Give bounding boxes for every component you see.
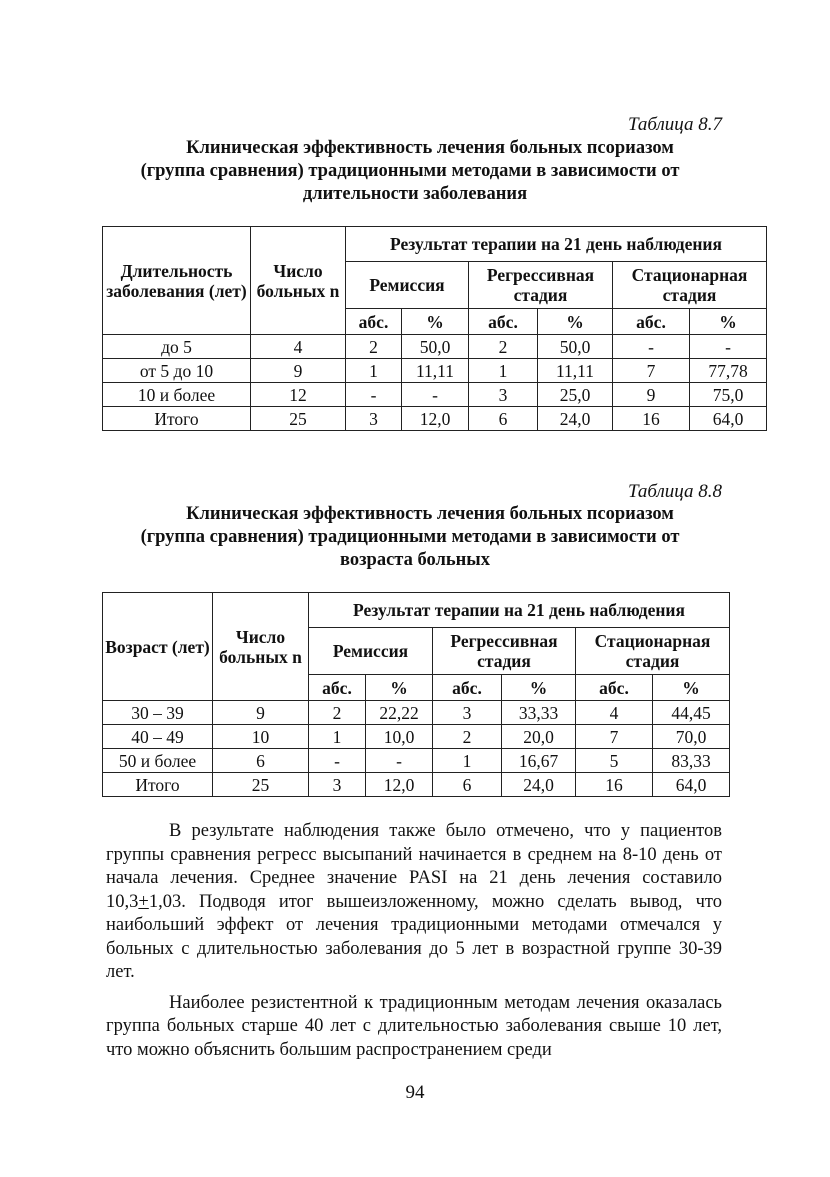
table-cell: 3 xyxy=(469,383,538,407)
table-cell: - xyxy=(402,383,469,407)
header-abs: абс. xyxy=(346,309,402,335)
header-abs: абс. xyxy=(433,675,502,701)
table-cell: 10 xyxy=(213,725,309,749)
header-pct: % xyxy=(538,309,613,335)
table-cell: - xyxy=(613,335,690,359)
table-cell: 2 xyxy=(433,725,502,749)
table-row xyxy=(103,725,730,749)
table-cell: 1 xyxy=(469,359,538,383)
table-cell: 10,0 xyxy=(366,725,433,749)
header-abs: абс. xyxy=(613,309,690,335)
table-cell: 50,0 xyxy=(538,335,613,359)
header-pct: % xyxy=(653,675,730,701)
table-label: Таблица 8.8 xyxy=(628,481,722,502)
table-cell: 75,0 xyxy=(690,383,767,407)
table-cell: 6 xyxy=(433,773,502,797)
table-row xyxy=(103,383,767,407)
paragraph-text: 1,03. Подводя итог вышеизложенному, можно сделать вывод, что наибольший эффект от лечения традиционными методами отмечался у больных с длительностью заболевания до 5 лет в возрастной группе 30-39 лет. xyxy=(106,891,722,982)
header-result: Результат терапии на 21 день наблюдения xyxy=(309,593,730,628)
header-result: Результат терапии на 21 день наблюдения xyxy=(346,227,767,262)
table-cell: 83,33 xyxy=(653,749,730,773)
table-title xyxy=(100,137,760,206)
table-row xyxy=(103,749,730,773)
table-cell: от 5 до 10 xyxy=(103,359,251,383)
header-stationary: Стационарная стадия xyxy=(613,262,767,309)
table-cell: 7 xyxy=(576,725,653,749)
table-row xyxy=(103,335,767,359)
header-pct: % xyxy=(690,309,767,335)
table-cell: 7 xyxy=(613,359,690,383)
data-table xyxy=(102,226,767,431)
table-cell: 40 – 49 xyxy=(103,725,213,749)
table-cell: 2 xyxy=(309,701,366,725)
table-cell: 16,67 xyxy=(502,749,576,773)
table-cell: Итого xyxy=(103,407,251,431)
header-regress: Регрессивная стадия xyxy=(433,628,576,675)
table-cell: 3 xyxy=(346,407,402,431)
table-title xyxy=(100,503,760,572)
table-row xyxy=(103,359,767,383)
table-cell: 77,78 xyxy=(690,359,767,383)
table-cell: 9 xyxy=(613,383,690,407)
table-cell: до 5 xyxy=(103,335,251,359)
table-cell: 22,22 xyxy=(366,701,433,725)
table-title-line: возраста больных xyxy=(339,550,490,570)
table-cell: 24,0 xyxy=(502,773,576,797)
table-cell: - xyxy=(309,749,366,773)
table-label: Таблица 8.7 xyxy=(628,114,722,135)
table-cell: - xyxy=(346,383,402,407)
table-cell: 4 xyxy=(576,701,653,725)
header-abs: абс. xyxy=(469,309,538,335)
header-remission: Ремиссия xyxy=(346,262,469,309)
table-row xyxy=(103,701,730,725)
table-title-line: длительности заболевания xyxy=(302,184,528,204)
table-cell: 11,11 xyxy=(402,359,469,383)
table-cell: 16 xyxy=(576,773,653,797)
table-cell: 9 xyxy=(251,359,346,383)
table-cell: 25 xyxy=(251,407,346,431)
table-cell: 1 xyxy=(346,359,402,383)
table-cell: 12 xyxy=(251,383,346,407)
paragraph: Наиболее резистентной к традиционным методам лечения оказалась группа больных старше 40 лет с длительностью заболевания свыше 10 лет, что можно объяснить большим распространением среди xyxy=(106,992,722,1060)
table-cell: - xyxy=(366,749,433,773)
table-cell: 16 xyxy=(613,407,690,431)
table-cell: 4 xyxy=(251,335,346,359)
table-cell: 12,0 xyxy=(402,407,469,431)
table-title-line: (группа сравнения) традиционными методами в зависимости от xyxy=(140,161,680,181)
page-number: 94 xyxy=(405,1082,425,1103)
header-abs: абс. xyxy=(309,675,366,701)
table-cell: 33,33 xyxy=(502,701,576,725)
table-cell: 44,45 xyxy=(653,701,730,725)
table-cell: 64,0 xyxy=(690,407,767,431)
table-cell: 5 xyxy=(576,749,653,773)
table-row-total xyxy=(103,773,730,797)
table-cell: 2 xyxy=(469,335,538,359)
table-cell: 11,11 xyxy=(538,359,613,383)
table-cell: 3 xyxy=(309,773,366,797)
header-pct: % xyxy=(502,675,576,701)
header-duration: Длительность заболевания (лет) xyxy=(103,227,251,335)
table-cell: 6 xyxy=(469,407,538,431)
paragraph-text: В результате наблюдения также было отмечено, что у пациентов группы сравнения регресс высыпаний начинается в среднем на 8-10 день от начала лечения. Среднее значение PASI на 21 день лечения составило 10,3 xyxy=(106,821,722,912)
table-cell: 3 xyxy=(433,701,502,725)
table-cell: 10 и более xyxy=(103,383,251,407)
header-remission: Ремиссия xyxy=(309,628,433,675)
header-patient-count: Число больных n xyxy=(213,593,309,701)
table-cell: 20,0 xyxy=(502,725,576,749)
header-patient-count: Число больных n xyxy=(251,227,346,335)
table-cell: 2 xyxy=(346,335,402,359)
data-table xyxy=(102,592,730,797)
table-cell: 12,0 xyxy=(366,773,433,797)
header-pct: % xyxy=(402,309,469,335)
table-row-total xyxy=(103,407,767,431)
paragraph xyxy=(106,820,722,985)
table-title-line: (группа сравнения) традиционными методами в зависимости от xyxy=(140,527,680,547)
table-cell: 1 xyxy=(309,725,366,749)
table-cell: 25 xyxy=(213,773,309,797)
header-age: Возраст (лет) xyxy=(103,593,213,701)
table-cell: 50,0 xyxy=(402,335,469,359)
table-cell: 24,0 xyxy=(538,407,613,431)
header-pct: % xyxy=(366,675,433,701)
table-cell: 50 и более xyxy=(103,749,213,773)
body-text xyxy=(106,820,722,1062)
table-cell: 30 – 39 xyxy=(103,701,213,725)
table-cell: 6 xyxy=(213,749,309,773)
header-stationary: Стационарная стадия xyxy=(576,628,730,675)
table-title-line: Клиническая эффективность лечения больных псориазом xyxy=(186,504,674,524)
table-cell: Итого xyxy=(103,773,213,797)
table-title-line: Клиническая эффективность лечения больных псориазом xyxy=(186,138,674,158)
table-cell: 9 xyxy=(213,701,309,725)
table-cell: 25,0 xyxy=(538,383,613,407)
table-cell: 70,0 xyxy=(653,725,730,749)
table-cell: - xyxy=(690,335,767,359)
header-regress: Регрессивная стадия xyxy=(469,262,613,309)
plus-minus-sign: + xyxy=(138,891,149,912)
table-cell: 1 xyxy=(433,749,502,773)
table-cell: 64,0 xyxy=(653,773,730,797)
header-abs: абс. xyxy=(576,675,653,701)
